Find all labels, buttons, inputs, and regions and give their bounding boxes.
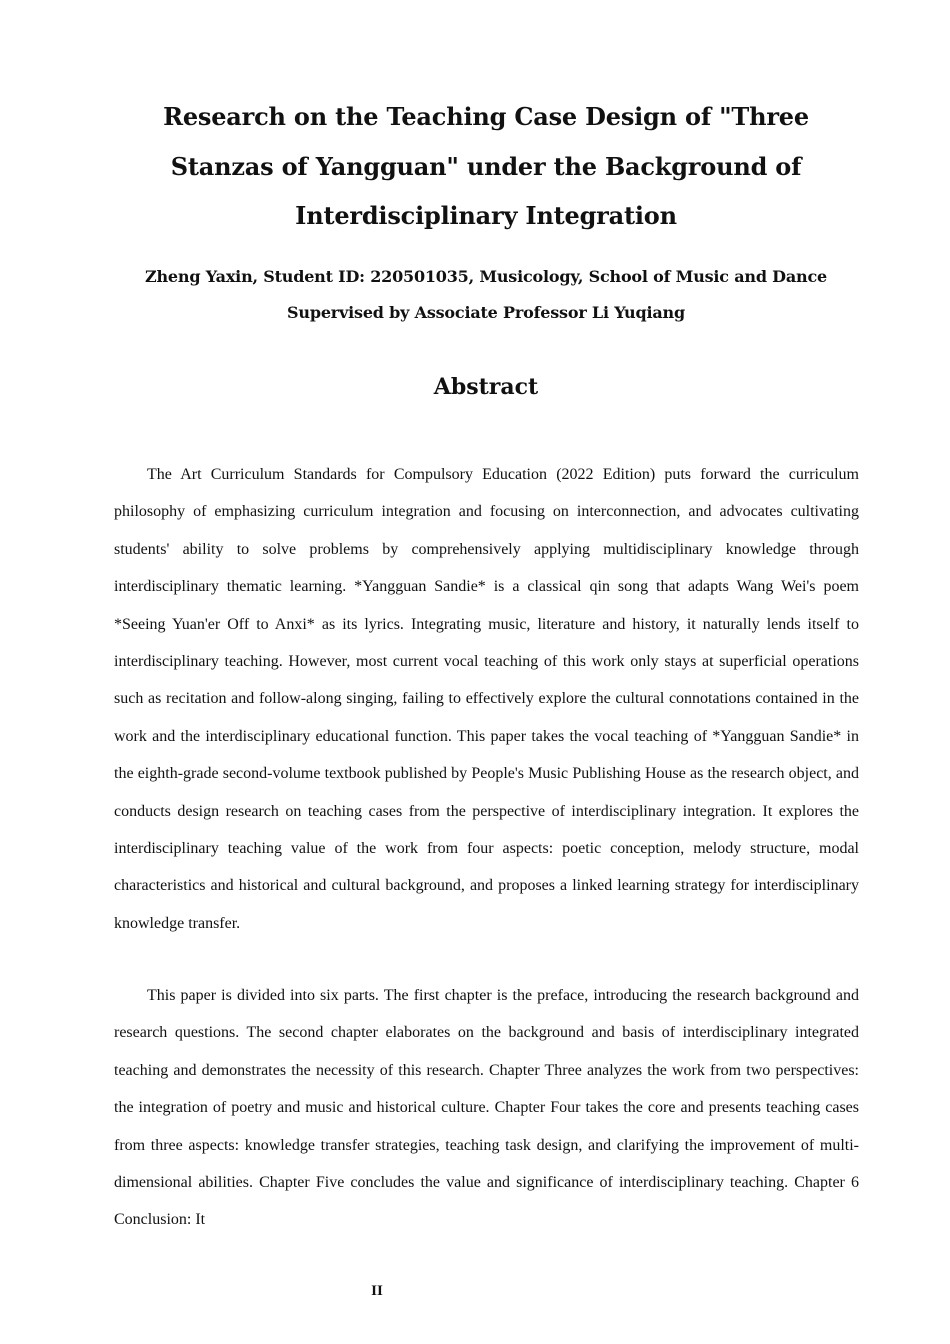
abstract-paragraph-1: The Art Curriculum Standards for Compulsory Education (2022 Edition) puts forward the curriculum philosophy of emphasizing curriculum integration and focusing on interconnection, and advocates cultivating students' ability to solve problems by comprehensively applying multidisciplinary knowledge through interdisciplinary thematic learning. *Yangguan Sandie* is a classical qin song that adapts Wang Wei's poem *Seeing Yuan'er Off to Anxi* as its lyrics. Integrating music, literature and history, it naturally lends itself to interdisciplinary teaching. However, most current vocal teaching of this work only stays at superficial operations such as recitation and follow-along singing, failing to effectively explore the cultural connotations contained in the work and the interdisciplinary educational function. This paper takes the vocal teaching of *Yangguan Sandie* in the eighth-grade second-volume textbook published by People's Music Publishing House as the research object, and conducts design research on teaching cases from the perspective of interdisciplinary integration. It explores the interdisciplinary teaching value of the work from four aspects: poetic conception, melody structure, modal characteristics and historical and cultural background, and proposes a linked learning strategy for interdisciplinary knowledge transfer.: [114, 466, 859, 932]
page-number: II: [371, 1283, 383, 1299]
paper-title: Research on the Teaching Case Design of "Three Stanzas of Yangguan" under the Background of Interdisciplinary Integration: [163, 102, 809, 230]
abstract-heading: Abstract: [433, 374, 539, 400]
author-line: Zheng Yaxin, Student ID: 220501035, Musicology, School of Music and Dance: [145, 267, 827, 286]
abstract-paragraph-2: This paper is divided into six parts. The first chapter is the preface, introducing the research background and research questions. The second chapter elaborates on the background and basis of interdisciplinary integrated teaching and demonstrates the necessity of this research. Chapter Three analyzes the work from two perspectives: the integration of poetry and music and historical culture. Chapter Four takes the core and presents teaching cases from three aspects: knowledge transfer strategies, teaching task design, and clarifying the improvement of multi-dimensional abilities. Chapter Five concludes the value and significance of interdisciplinary teaching. Chapter 6 Conclusion: It: [114, 987, 859, 1229]
supervisor-line: Supervised by Associate Professor Li Yuqiang: [287, 303, 685, 322]
